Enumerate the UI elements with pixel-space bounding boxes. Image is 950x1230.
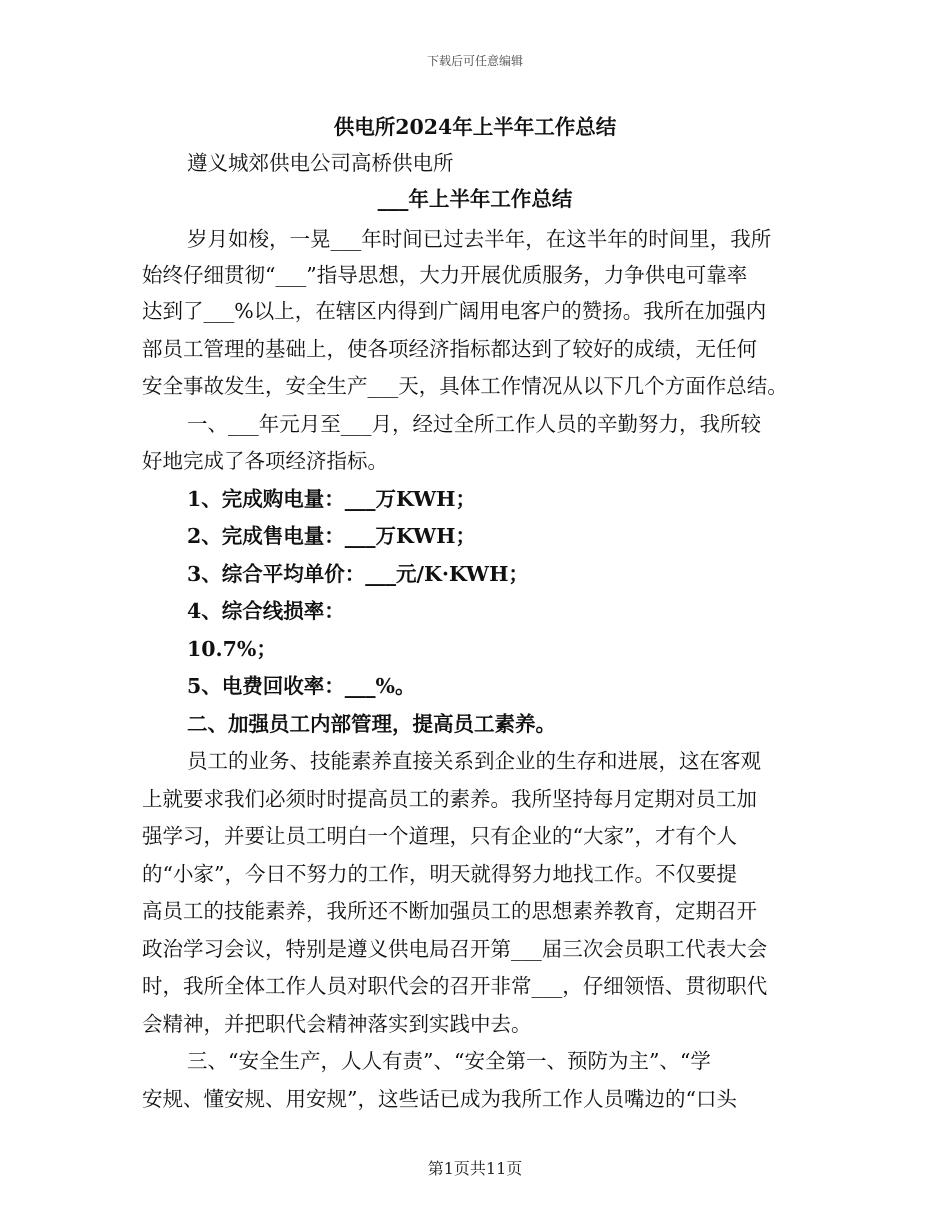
body-line: 部员工管理的基础上，使各项经济指标都达到了较好的成绩，无任何 (142, 337, 757, 361)
body-line: 达到了___%以上，在辖区内得到广阔用电客户的赞扬。我所在加强内 (142, 299, 767, 323)
body-line: 上就要求我们必须时时提高员工的素养。我所坚持每月定期对员工加 (142, 787, 757, 811)
body-line: 会精神，并把职代会精神落实到实践中去。 (142, 1012, 532, 1036)
list-item: 3、综合平均单价：___元/K·KWH； (187, 562, 529, 586)
list-item: 5、电费回收率：___%。 (187, 674, 416, 698)
body-line: 员工的业务、技能素养直接关系到企业的生存和进展，这在客观 (187, 749, 761, 773)
header-note: 下载后可任意编辑 (426, 54, 523, 68)
body-line: 一、___年元月至___月，经过全所工作人员的辛勤努力，我所较 (187, 412, 761, 436)
body-line: 政治学习会议，特别是遵义供电局召开第___届三次会员职工代表大会 (142, 937, 768, 961)
body-line: 安全事故发生，安全生产___天，具体工作情况从以下几个方面作总结。 (142, 374, 788, 398)
body-line: 岁月如梭，一晃___年时间已过去半年，在这半年的时间里，我所 (187, 227, 772, 251)
body-line: 始终仔细贯彻“___”指导思想，大力开展优质服务，力争供电可靠率 (142, 263, 748, 287)
document-title: 供电所2024年上半年工作总结 (333, 115, 617, 139)
body-line: 高员工的技能素养，我所还不断加强员工的思想素养教育，定期召开 (142, 899, 757, 923)
section-heading: 二、加强员工内部管理，提高员工素养。 (187, 712, 556, 736)
list-item: 2、完成售电量：___万KWH； (187, 524, 476, 548)
list-item: 10.7%； (187, 637, 277, 661)
body-line: 三、“安全生产，人人有责”、“安全第一、预防为主”、“学 (187, 1049, 711, 1073)
body-line: 的“小家”，今日不努力的工作，明天就得努力地找工作。不仅要提 (142, 862, 737, 886)
body-line: 好地完成了各项经济指标。 (142, 449, 388, 473)
body-line: 强学习，并要让员工明白一个道理，只有企业的“大家”，才有个人 (142, 824, 737, 848)
body-line: 时，我所全体工作人员对职代会的召开非常___，仔细领悟、贯彻职代 (142, 974, 768, 998)
org-line: 遵义城郊供电公司高桥供电所 (187, 151, 454, 175)
page-number: 第1页共11页 (427, 1159, 523, 1178)
body-line: 安规、懂安规、用安规”，这些话已成为我所工作人员嘴边的“口头 (142, 1087, 737, 1111)
list-item: 4、综合线损率： (187, 599, 345, 623)
list-item: 1、完成购电量：___万KWH； (187, 487, 476, 511)
document-subtitle: ___年上半年工作总结 (377, 187, 573, 211)
